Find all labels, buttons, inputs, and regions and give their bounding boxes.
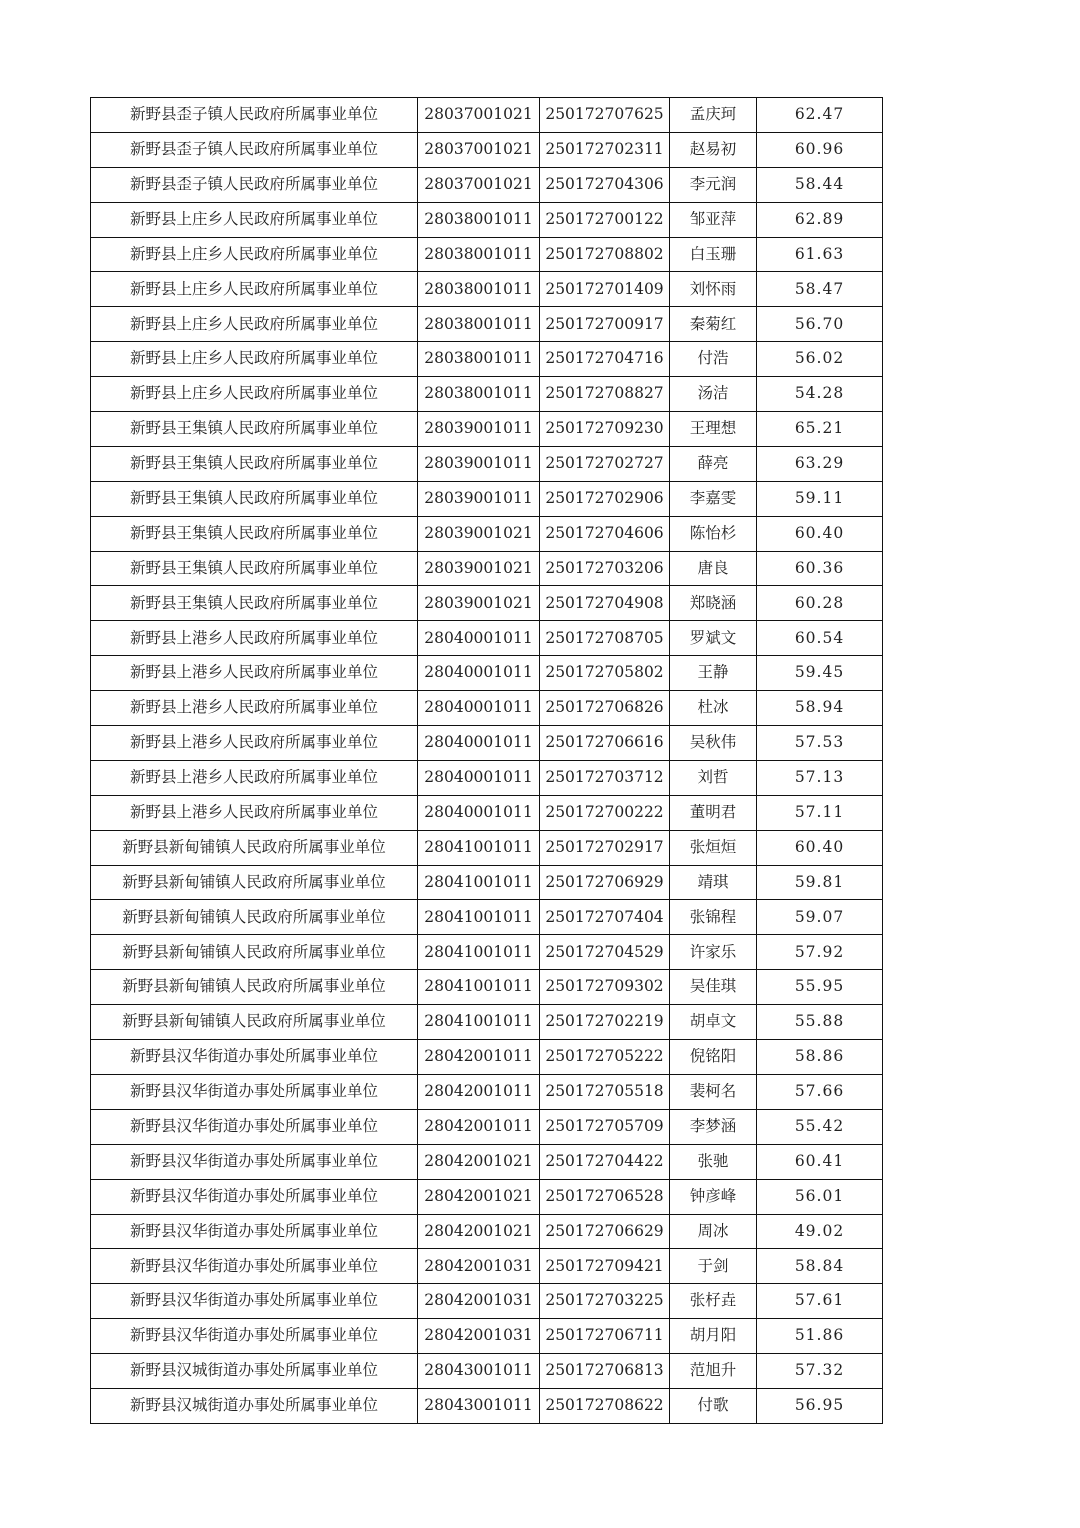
exam-number-cell: 250172703225 bbox=[540, 1284, 670, 1319]
score-cell: 58.47 bbox=[757, 272, 883, 307]
unit-cell: 新野县汉华街道办事处所属事业单位 bbox=[91, 1144, 418, 1179]
post-code-cell: 28040001011 bbox=[418, 691, 540, 726]
post-code-cell: 28040001011 bbox=[418, 656, 540, 691]
exam-number-cell: 250172708827 bbox=[540, 377, 670, 412]
unit-cell: 新野县汉华街道办事处所属事业单位 bbox=[91, 1284, 418, 1319]
post-code-cell: 28039001021 bbox=[418, 586, 540, 621]
score-cell: 57.32 bbox=[757, 1354, 883, 1389]
table-row bbox=[91, 1249, 883, 1284]
table-row bbox=[91, 1005, 883, 1040]
unit-cell: 新野县汉华街道办事处所属事业单位 bbox=[91, 1214, 418, 1249]
post-code-cell: 28042001021 bbox=[418, 1179, 540, 1214]
table-row bbox=[91, 237, 883, 272]
candidate-name-cell: 张驰 bbox=[670, 1144, 757, 1179]
exam-number-cell: 250172704529 bbox=[540, 935, 670, 970]
unit-cell: 新野县上港乡人民政府所属事业单位 bbox=[91, 656, 418, 691]
candidate-name-cell: 薛亮 bbox=[670, 446, 757, 481]
score-cell: 55.88 bbox=[757, 1005, 883, 1040]
unit-cell: 新野县上港乡人民政府所属事业单位 bbox=[91, 621, 418, 656]
unit-cell: 新野县上庄乡人民政府所属事业单位 bbox=[91, 307, 418, 342]
table-row bbox=[91, 1109, 883, 1144]
candidate-name-cell: 杜冰 bbox=[670, 691, 757, 726]
candidate-name-cell: 秦菊红 bbox=[670, 307, 757, 342]
score-cell: 63.29 bbox=[757, 446, 883, 481]
candidate-name-cell: 周冰 bbox=[670, 1214, 757, 1249]
table-row bbox=[91, 167, 883, 202]
score-cell: 56.95 bbox=[757, 1388, 883, 1423]
candidate-name-cell: 唐良 bbox=[670, 551, 757, 586]
table-row bbox=[91, 481, 883, 516]
exam-number-cell: 250172705222 bbox=[540, 1040, 670, 1075]
score-cell: 62.47 bbox=[757, 98, 883, 133]
post-code-cell: 28041001011 bbox=[418, 935, 540, 970]
candidate-name-cell: 吴秋伟 bbox=[670, 726, 757, 761]
score-cell: 60.36 bbox=[757, 551, 883, 586]
unit-cell: 新野县汉城街道办事处所属事业单位 bbox=[91, 1354, 418, 1389]
table-row bbox=[91, 691, 883, 726]
table-row bbox=[91, 586, 883, 621]
candidate-name-cell: 郑晓涵 bbox=[670, 586, 757, 621]
post-code-cell: 28039001021 bbox=[418, 516, 540, 551]
unit-cell: 新野县汉华街道办事处所属事业单位 bbox=[91, 1249, 418, 1284]
exam-number-cell: 250172706629 bbox=[540, 1214, 670, 1249]
exam-number-cell: 250172703206 bbox=[540, 551, 670, 586]
post-code-cell: 28037001021 bbox=[418, 98, 540, 133]
exam-number-cell: 250172702311 bbox=[540, 132, 670, 167]
post-code-cell: 28037001021 bbox=[418, 167, 540, 202]
exam-number-cell: 250172704306 bbox=[540, 167, 670, 202]
candidate-name-cell: 刘哲 bbox=[670, 760, 757, 795]
unit-cell: 新野县上港乡人民政府所属事业单位 bbox=[91, 691, 418, 726]
exam-number-cell: 250172700917 bbox=[540, 307, 670, 342]
table-row bbox=[91, 307, 883, 342]
candidate-name-cell: 孟庆珂 bbox=[670, 98, 757, 133]
table-row bbox=[91, 446, 883, 481]
post-code-cell: 28038001011 bbox=[418, 237, 540, 272]
exam-number-cell: 250172706711 bbox=[540, 1319, 670, 1354]
score-cell: 65.21 bbox=[757, 412, 883, 447]
unit-cell: 新野县王集镇人民政府所属事业单位 bbox=[91, 481, 418, 516]
exam-number-cell: 250172700222 bbox=[540, 795, 670, 830]
post-code-cell: 28042001011 bbox=[418, 1040, 540, 1075]
score-cell: 60.54 bbox=[757, 621, 883, 656]
post-code-cell: 28039001011 bbox=[418, 481, 540, 516]
candidate-name-cell: 汤洁 bbox=[670, 377, 757, 412]
candidate-name-cell: 赵易初 bbox=[670, 132, 757, 167]
candidate-name-cell: 王理想 bbox=[670, 412, 757, 447]
table-row bbox=[91, 551, 883, 586]
post-code-cell: 28042001021 bbox=[418, 1214, 540, 1249]
score-cell: 57.11 bbox=[757, 795, 883, 830]
score-cell: 57.92 bbox=[757, 935, 883, 970]
exam-number-cell: 250172702917 bbox=[540, 830, 670, 865]
exam-number-cell: 250172702219 bbox=[540, 1005, 670, 1040]
exam-number-cell: 250172704606 bbox=[540, 516, 670, 551]
table-row bbox=[91, 656, 883, 691]
unit-cell: 新野县王集镇人民政府所属事业单位 bbox=[91, 446, 418, 481]
exam-number-cell: 250172709302 bbox=[540, 970, 670, 1005]
score-cell: 56.02 bbox=[757, 342, 883, 377]
candidate-name-cell: 李梦涵 bbox=[670, 1109, 757, 1144]
score-cell: 56.01 bbox=[757, 1179, 883, 1214]
unit-cell: 新野县新甸铺镇人民政府所属事业单位 bbox=[91, 900, 418, 935]
table-row bbox=[91, 1214, 883, 1249]
exam-number-cell: 250172709230 bbox=[540, 412, 670, 447]
score-cell: 49.02 bbox=[757, 1214, 883, 1249]
candidate-name-cell: 董明君 bbox=[670, 795, 757, 830]
exam-number-cell: 250172705709 bbox=[540, 1109, 670, 1144]
post-code-cell: 28042001031 bbox=[418, 1249, 540, 1284]
post-code-cell: 28039001011 bbox=[418, 412, 540, 447]
score-cell: 59.45 bbox=[757, 656, 883, 691]
exam-number-cell: 250172707625 bbox=[540, 98, 670, 133]
post-code-cell: 28041001011 bbox=[418, 970, 540, 1005]
score-cell: 60.96 bbox=[757, 132, 883, 167]
candidate-name-cell: 刘怀雨 bbox=[670, 272, 757, 307]
score-cell: 58.86 bbox=[757, 1040, 883, 1075]
score-cell: 59.81 bbox=[757, 865, 883, 900]
candidate-name-cell: 李元润 bbox=[670, 167, 757, 202]
unit-cell: 新野县新甸铺镇人民政府所属事业单位 bbox=[91, 830, 418, 865]
table-row bbox=[91, 202, 883, 237]
post-code-cell: 28040001011 bbox=[418, 621, 540, 656]
post-code-cell: 28038001011 bbox=[418, 342, 540, 377]
score-table bbox=[90, 97, 883, 1424]
score-cell: 60.41 bbox=[757, 1144, 883, 1179]
post-code-cell: 28038001011 bbox=[418, 307, 540, 342]
candidate-name-cell: 付歌 bbox=[670, 1388, 757, 1423]
table-row bbox=[91, 1179, 883, 1214]
post-code-cell: 28040001011 bbox=[418, 760, 540, 795]
post-code-cell: 28042001011 bbox=[418, 1074, 540, 1109]
table-row bbox=[91, 1354, 883, 1389]
unit-cell: 新野县上港乡人民政府所属事业单位 bbox=[91, 795, 418, 830]
unit-cell: 新野县上庄乡人民政府所属事业单位 bbox=[91, 342, 418, 377]
post-code-cell: 28041001011 bbox=[418, 1005, 540, 1040]
unit-cell: 新野县王集镇人民政府所属事业单位 bbox=[91, 516, 418, 551]
table-row bbox=[91, 1319, 883, 1354]
score-cell: 56.70 bbox=[757, 307, 883, 342]
post-code-cell: 28042001031 bbox=[418, 1319, 540, 1354]
table-row bbox=[91, 412, 883, 447]
unit-cell: 新野县汉华街道办事处所属事业单位 bbox=[91, 1040, 418, 1075]
score-cell: 59.07 bbox=[757, 900, 883, 935]
table-row bbox=[91, 935, 883, 970]
table-row bbox=[91, 970, 883, 1005]
score-cell: 55.95 bbox=[757, 970, 883, 1005]
unit-cell: 新野县新甸铺镇人民政府所属事业单位 bbox=[91, 865, 418, 900]
post-code-cell: 28037001021 bbox=[418, 132, 540, 167]
exam-number-cell: 250172707404 bbox=[540, 900, 670, 935]
candidate-name-cell: 张锦程 bbox=[670, 900, 757, 935]
candidate-name-cell: 张杍垚 bbox=[670, 1284, 757, 1319]
table-row bbox=[91, 900, 883, 935]
exam-number-cell: 250172702906 bbox=[540, 481, 670, 516]
post-code-cell: 28039001011 bbox=[418, 446, 540, 481]
post-code-cell: 28041001011 bbox=[418, 865, 540, 900]
table-row bbox=[91, 865, 883, 900]
exam-number-cell: 250172706813 bbox=[540, 1354, 670, 1389]
exam-number-cell: 250172708705 bbox=[540, 621, 670, 656]
table-row bbox=[91, 98, 883, 133]
unit-cell: 新野县上庄乡人民政府所属事业单位 bbox=[91, 272, 418, 307]
exam-number-cell: 250172708622 bbox=[540, 1388, 670, 1423]
unit-cell: 新野县王集镇人民政府所属事业单位 bbox=[91, 551, 418, 586]
score-cell: 59.11 bbox=[757, 481, 883, 516]
unit-cell: 新野县歪子镇人民政府所属事业单位 bbox=[91, 132, 418, 167]
score-cell: 57.61 bbox=[757, 1284, 883, 1319]
table-row bbox=[91, 516, 883, 551]
post-code-cell: 28043001011 bbox=[418, 1354, 540, 1389]
post-code-cell: 28043001011 bbox=[418, 1388, 540, 1423]
post-code-cell: 28040001011 bbox=[418, 726, 540, 761]
exam-number-cell: 250172701409 bbox=[540, 272, 670, 307]
candidate-name-cell: 许家乐 bbox=[670, 935, 757, 970]
score-cell: 54.28 bbox=[757, 377, 883, 412]
unit-cell: 新野县上庄乡人民政府所属事业单位 bbox=[91, 377, 418, 412]
exam-number-cell: 250172700122 bbox=[540, 202, 670, 237]
score-cell: 51.86 bbox=[757, 1319, 883, 1354]
unit-cell: 新野县汉华街道办事处所属事业单位 bbox=[91, 1109, 418, 1144]
post-code-cell: 28041001011 bbox=[418, 900, 540, 935]
candidate-name-cell: 胡月阳 bbox=[670, 1319, 757, 1354]
unit-cell: 新野县汉华街道办事处所属事业单位 bbox=[91, 1179, 418, 1214]
table-row bbox=[91, 377, 883, 412]
unit-cell: 新野县王集镇人民政府所属事业单位 bbox=[91, 586, 418, 621]
candidate-name-cell: 钟彦峰 bbox=[670, 1179, 757, 1214]
score-cell: 60.40 bbox=[757, 516, 883, 551]
candidate-name-cell: 胡卓文 bbox=[670, 1005, 757, 1040]
table-row bbox=[91, 1144, 883, 1179]
candidate-name-cell: 陈怡杉 bbox=[670, 516, 757, 551]
post-code-cell: 28042001021 bbox=[418, 1144, 540, 1179]
unit-cell: 新野县汉华街道办事处所属事业单位 bbox=[91, 1074, 418, 1109]
post-code-cell: 28038001011 bbox=[418, 202, 540, 237]
exam-number-cell: 250172704422 bbox=[540, 1144, 670, 1179]
table-row bbox=[91, 132, 883, 167]
post-code-cell: 28039001021 bbox=[418, 551, 540, 586]
unit-cell: 新野县新甸铺镇人民政府所属事业单位 bbox=[91, 970, 418, 1005]
post-code-cell: 28041001011 bbox=[418, 830, 540, 865]
unit-cell: 新野县新甸铺镇人民政府所属事业单位 bbox=[91, 1005, 418, 1040]
candidate-name-cell: 白玉珊 bbox=[670, 237, 757, 272]
exam-number-cell: 250172706826 bbox=[540, 691, 670, 726]
candidate-name-cell: 王静 bbox=[670, 656, 757, 691]
post-code-cell: 28040001011 bbox=[418, 795, 540, 830]
post-code-cell: 28042001031 bbox=[418, 1284, 540, 1319]
table-row bbox=[91, 760, 883, 795]
table-row bbox=[91, 1284, 883, 1319]
table-row bbox=[91, 342, 883, 377]
score-cell: 60.40 bbox=[757, 830, 883, 865]
candidate-name-cell: 于剑 bbox=[670, 1249, 757, 1284]
table-row bbox=[91, 1040, 883, 1075]
score-cell: 57.53 bbox=[757, 726, 883, 761]
candidate-name-cell: 裴柯名 bbox=[670, 1074, 757, 1109]
candidate-name-cell: 吴佳琪 bbox=[670, 970, 757, 1005]
candidate-name-cell: 张烜烜 bbox=[670, 830, 757, 865]
unit-cell: 新野县汉华街道办事处所属事业单位 bbox=[91, 1319, 418, 1354]
exam-number-cell: 250172702727 bbox=[540, 446, 670, 481]
table-row bbox=[91, 1074, 883, 1109]
unit-cell: 新野县上庄乡人民政府所属事业单位 bbox=[91, 202, 418, 237]
exam-number-cell: 250172704908 bbox=[540, 586, 670, 621]
exam-number-cell: 250172706528 bbox=[540, 1179, 670, 1214]
candidate-name-cell: 李嘉雯 bbox=[670, 481, 757, 516]
exam-number-cell: 250172706616 bbox=[540, 726, 670, 761]
score-cell: 62.89 bbox=[757, 202, 883, 237]
post-code-cell: 28042001011 bbox=[418, 1109, 540, 1144]
score-cell: 57.66 bbox=[757, 1074, 883, 1109]
score-cell: 60.28 bbox=[757, 586, 883, 621]
table-row bbox=[91, 621, 883, 656]
exam-number-cell: 250172705518 bbox=[540, 1074, 670, 1109]
candidate-name-cell: 罗斌文 bbox=[670, 621, 757, 656]
unit-cell: 新野县上庄乡人民政府所属事业单位 bbox=[91, 237, 418, 272]
candidate-name-cell: 倪铭阳 bbox=[670, 1040, 757, 1075]
score-cell: 58.44 bbox=[757, 167, 883, 202]
score-cell: 58.84 bbox=[757, 1249, 883, 1284]
table-row bbox=[91, 1388, 883, 1423]
exam-number-cell: 250172705802 bbox=[540, 656, 670, 691]
exam-number-cell: 250172703712 bbox=[540, 760, 670, 795]
table-row bbox=[91, 272, 883, 307]
exam-number-cell: 250172709421 bbox=[540, 1249, 670, 1284]
post-code-cell: 28038001011 bbox=[418, 272, 540, 307]
post-code-cell: 28038001011 bbox=[418, 377, 540, 412]
unit-cell: 新野县上港乡人民政府所属事业单位 bbox=[91, 760, 418, 795]
unit-cell: 新野县上港乡人民政府所属事业单位 bbox=[91, 726, 418, 761]
score-table-body bbox=[91, 98, 883, 1424]
score-cell: 58.94 bbox=[757, 691, 883, 726]
unit-cell: 新野县歪子镇人民政府所属事业单位 bbox=[91, 167, 418, 202]
candidate-name-cell: 付浩 bbox=[670, 342, 757, 377]
score-cell: 55.42 bbox=[757, 1109, 883, 1144]
score-cell: 61.63 bbox=[757, 237, 883, 272]
table-row bbox=[91, 830, 883, 865]
unit-cell: 新野县新甸铺镇人民政府所属事业单位 bbox=[91, 935, 418, 970]
candidate-name-cell: 靖琪 bbox=[670, 865, 757, 900]
table-row bbox=[91, 795, 883, 830]
unit-cell: 新野县汉城街道办事处所属事业单位 bbox=[91, 1388, 418, 1423]
candidate-name-cell: 邹亚萍 bbox=[670, 202, 757, 237]
exam-number-cell: 250172706929 bbox=[540, 865, 670, 900]
table-row bbox=[91, 726, 883, 761]
unit-cell: 新野县歪子镇人民政府所属事业单位 bbox=[91, 98, 418, 133]
exam-number-cell: 250172704716 bbox=[540, 342, 670, 377]
candidate-name-cell: 范旭升 bbox=[670, 1354, 757, 1389]
unit-cell: 新野县王集镇人民政府所属事业单位 bbox=[91, 412, 418, 447]
exam-number-cell: 250172708802 bbox=[540, 237, 670, 272]
score-cell: 57.13 bbox=[757, 760, 883, 795]
